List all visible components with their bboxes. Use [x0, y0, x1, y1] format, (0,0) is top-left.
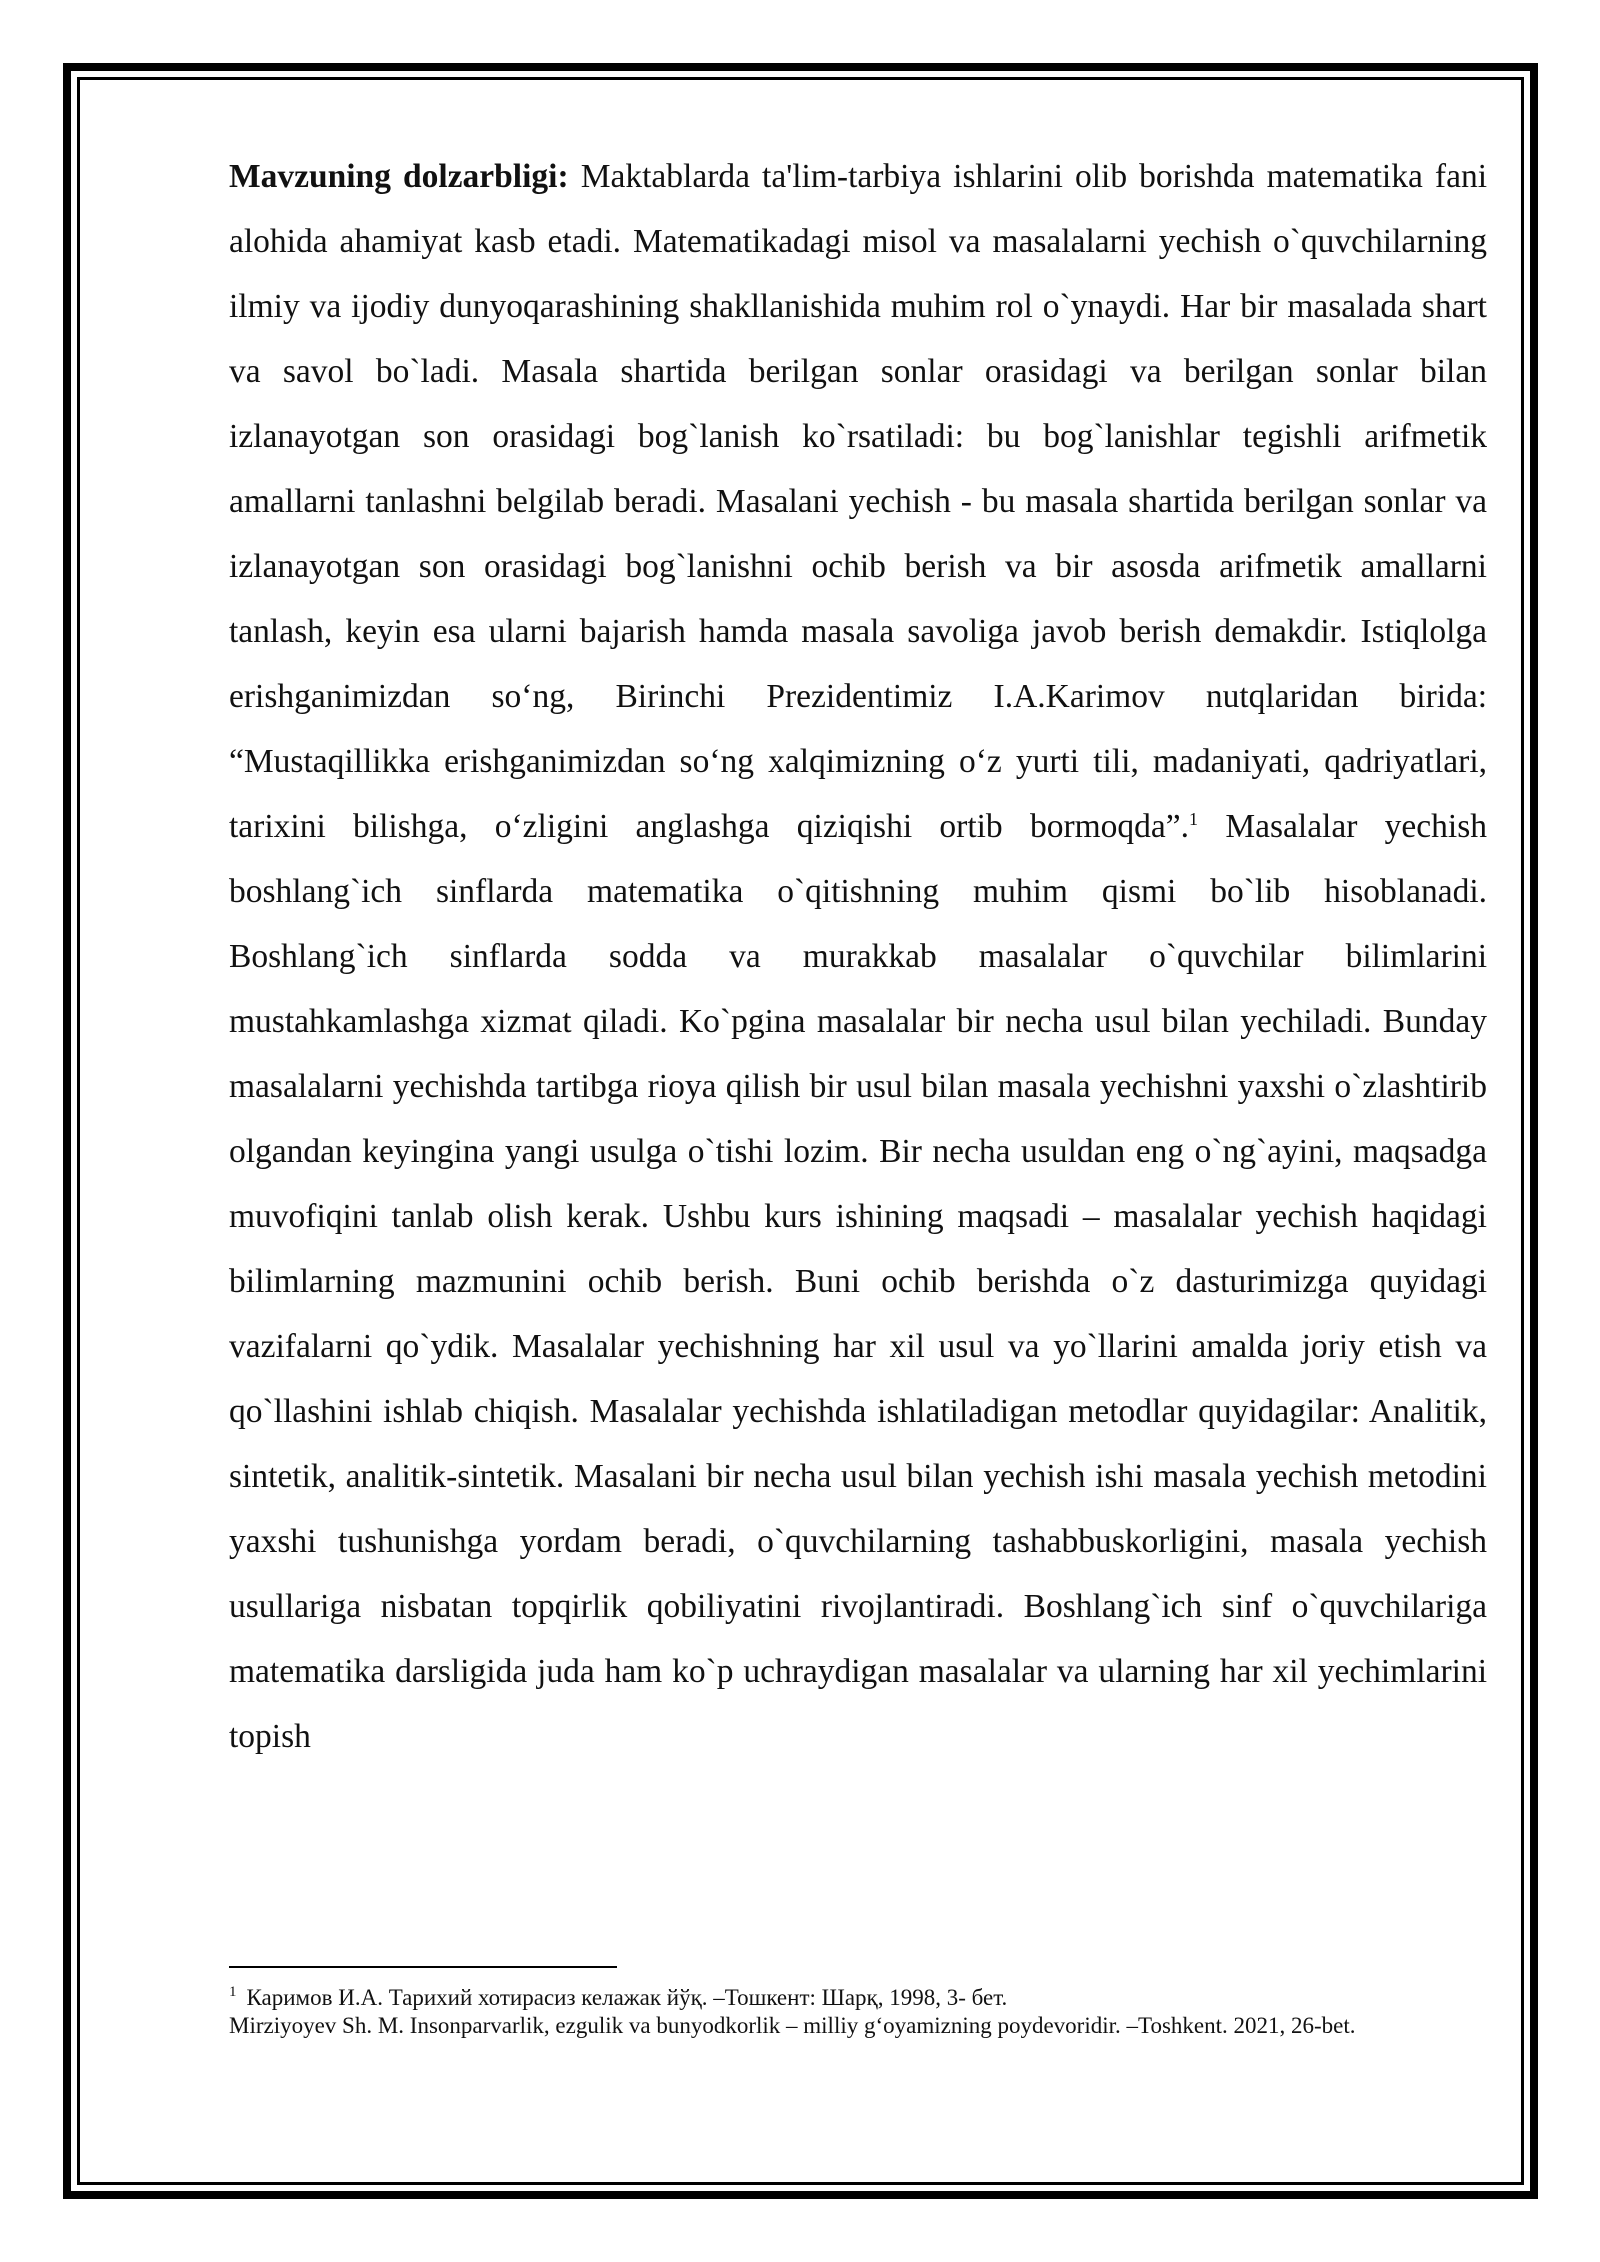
footnote-1 [229, 1984, 1487, 2012]
main-content [229, 144, 1487, 1769]
paragraph-text-part1: Maktablarda ta'lim-tarbiya ishlarini olib borishda matematika fani alohida ahamiyat kasb etadi. Matematikadagi misol va masalalarni yechish o`quvchilarning ilmiy va ijodiy dunyoqarashining shakllanishida muhim rol o`ynaydi. Har bir masalada shart va savol bo`ladi. Masala shartida berilgan sonlar orasidagi va berilgan sonlar bilan izlanayotgan son orasidagi bog`lanish ko`rsatiladi: bu bog`lanishlar tegishli arifmetik amallarni tanlashni belgilab beradi. Masalani yechish - bu masala shartida berilgan sonlar va izlanayotgan son orasidagi bog`lanishni ochib berish va bir asosda arifmetik amallarni tanlash, keyin esa ularni bajarish hamda masala savoliga javob berish demakdir. Istiqlolga erishganimizdan so‘ng, Birinchi Prezidentimiz I.A.Karimov nutqlaridan birida: “Mustaqillikka erishganimizdan so‘ng xalqimizning o‘z yurti tili, madaniyati, qadriyatlari, tarixini bilishga, o‘zligini anglashga qiziqishi ortib bormoqda”. [229, 158, 1488, 845]
section-heading: Mavzuning dolzarbligi: [229, 158, 569, 195]
footnote-separator [229, 1966, 617, 1968]
footnote-1-text: Каримов И.А. Тарихий хотирасиз келажак йўқ. –Тошкент: Шарқ, 1998, 3- бет. [246, 1985, 1008, 2010]
paragraph-text-part2: Masalalar yechish boshlang`ich sinflarda matematika o`qitishning muhim qismi bo`lib hisoblanadi. Boshlang`ich sinflarda sodda va murakkab masalalar o`quvchilar bilimlarini mustahkamlashga xizmat qiladi. Ko`pgina masalalar bir necha usul bilan yechiladi. Bunday masalalarni yechishda tartibga rioya qilish bir usul bilan masala yechishni yaxshi o`zlashtirib olgandan keyingina yangi usulga o`tishi lozim. Bir necha usuldan eng o`ng`ayini, maqsadga muvofiqini tanlab olish kerak. Ushbu kurs ishining maqsadi – masalalar yechish haqidagi bilimlarning mazmunini ochib berish. Buni ochib berishda o`z dasturimizga quyidagi vazifalarni qo`ydik. Masalalar yechishning har xil usul va yo`llarini amalda joriy etish va qo`llashini ishlab chiqish. Masalalar yechishda ishlatiladigan metodlar quyidagilar: Analitik, sintetik, analitik-sintetik. Masalani bir necha usul bilan yechish ishi masala yechish metodini yaxshi tushunishga yordam beradi, o`quvchilarning tashabbuskorligini, masala yechish usullariga nisbatan topqirlik qobiliyatini rivojlantiradi. Boshlang`ich sinf o`quvchilariga matematika darsligida juda ham ko`p uchraydigan masalalar va ularning har xil yechimlarini topish [229, 808, 1487, 1755]
footnote-2 [229, 2012, 1487, 2040]
footnotes [229, 1984, 1487, 2040]
footnote-2-text: Mirziyoyev Sh. M. Insonparvarlik, ezgulik va bunyodkorlik – milliy g‘oyamizning poydevoridir. –Toshkent. 2021, 26-bet. [229, 2013, 1356, 2038]
footnote-reference[interactable]: 1 [1189, 808, 1199, 829]
body-paragraph [229, 144, 1487, 1769]
footnote-marker: 1 [229, 1984, 237, 2001]
